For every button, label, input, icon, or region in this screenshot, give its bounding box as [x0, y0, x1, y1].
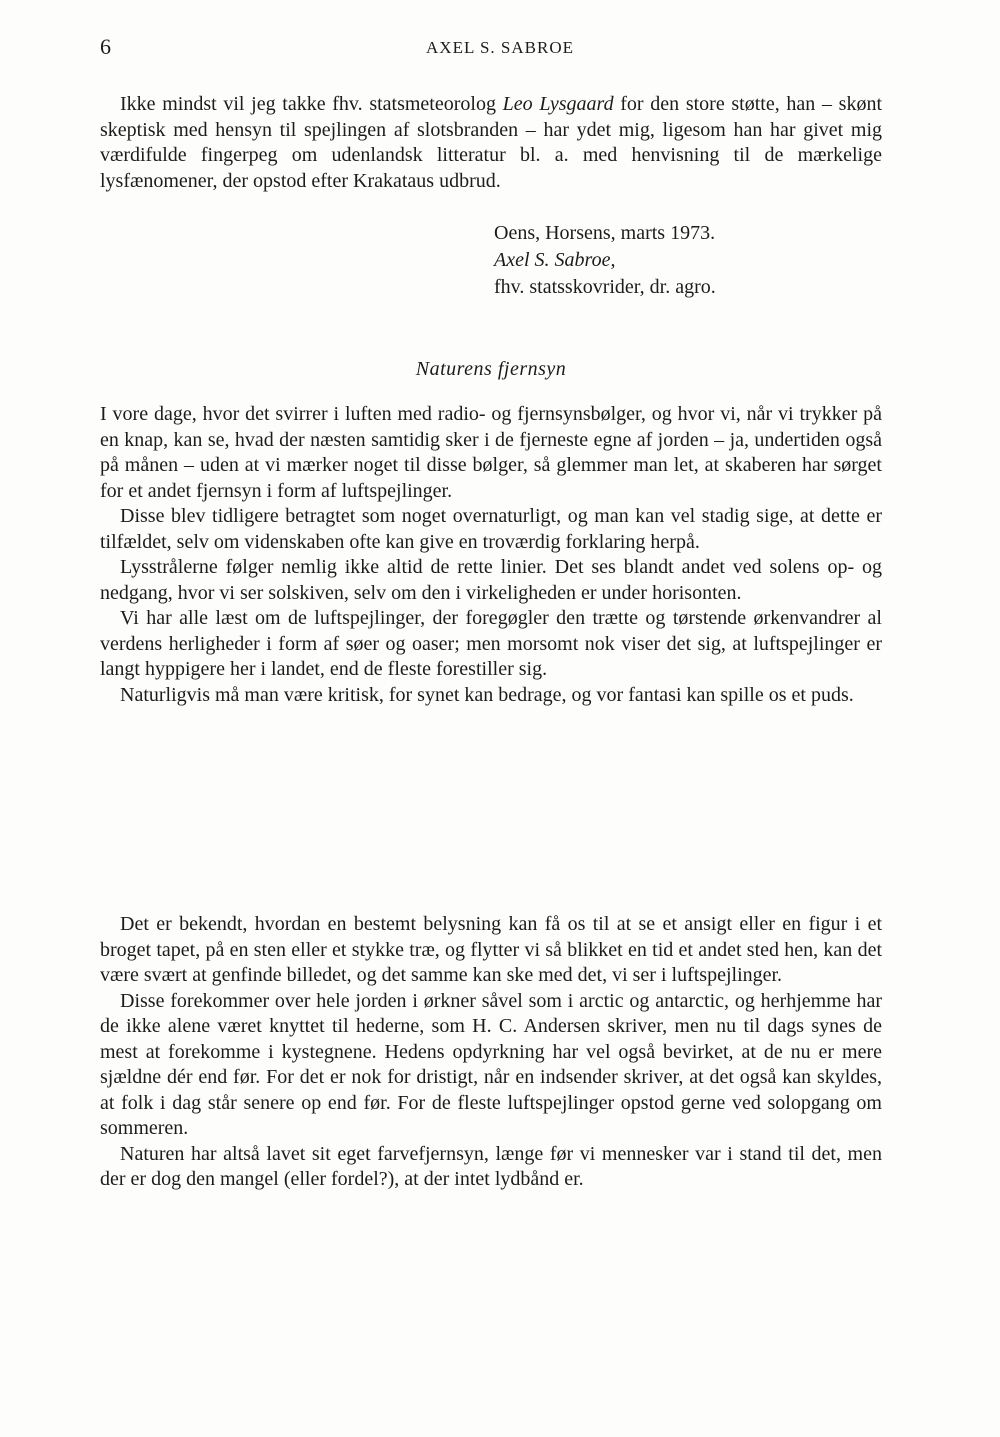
body-paragraph: Lysstrålerne følger nemlig ikke altid de rette linier. Det ses blandt andet ved solens op- og nedgang, hvor vi ser solskiven, selv om den i virkeligheden er under horisonten.	[100, 556, 882, 604]
section-title: Naturens fjernsyn	[415, 358, 567, 380]
section-body-b	[100, 912, 882, 1193]
body-paragraph: Naturligvis må man være kritisk, for synet kan bedrage, og vor fantasi kan spille os et puds.	[120, 683, 854, 706]
page-number: 6	[100, 34, 112, 59]
person-name: Leo Lysgaard	[502, 93, 614, 115]
body-paragraph: Disse forekommer over hele jorden i ørkner såvel som i arctic og antarctic, og herhjemme har de ikke alene været knyttet til hederne, som H. C. Andersen skriver, men nu til dags synes de mest at forekomme i kystegnene. Hedens opdyrkning har vel også bevirket, at de nu er mere sjældne dér end før. For det er nok for dristigt, når en indsender skriver, at det også kan skyldes, at folk i dag står senere op end før. For de fleste luftspejlinger opstod gerne ved solopgang om sommeren.	[100, 989, 882, 1139]
signature-block	[494, 220, 716, 301]
intro-paragraph	[100, 92, 882, 194]
body-paragraph: Disse blev tidligere betragtet som noget overnaturligt, og man kan vel stadig sige, at dette er tilfældet, selv om videnskaben ofte kan give en troværdig forklaring herpå.	[100, 505, 882, 553]
running-head: AXEL S. SABROE	[426, 38, 574, 57]
body-paragraph: Vi har alle læst om de luftspejlinger, der foregøgler den trætte og tørstende ørkenvandrer al verdens herligheder i form af søer og oaser; men morsomt nok viser det sig, at luftspejlinger er langt hyppigere her i landet, end de fleste forestiller sig.	[100, 607, 882, 680]
intro-text-before: Ikke mindst vil jeg takke fhv. statsmeteorolog	[120, 93, 503, 115]
body-paragraph: Det er bekendt, hvordan en bestemt belysning kan få os til at se et ansigt eller en figur i et broget tapet, på en sten eller et stykke træ, og flytter vi så blikket en tid et andet sted hen, kan det være svært at genfinde billedet, og det samme kan ske med det, vi ser i luftspejlinger.	[100, 913, 882, 986]
place-date: Oens, Horsens, marts 1973.	[494, 222, 716, 244]
section-body-a	[100, 402, 882, 708]
intro-text	[100, 92, 882, 194]
author-name: Axel S. Sabroe,	[494, 249, 616, 271]
author-title: fhv. statsskovrider, dr. agro.	[494, 276, 716, 298]
body-paragraph: I vore dage, hvor det svirrer i luften med radio- og fjernsynsbølger, og hvor vi, når vi trykker på en knap, kan se, hvad der næsten samtidig sker i de fjerneste egne af jorden – ja, undertiden også på månen – uden at vi mærker noget til disse bølger, så glemmer man let, at skaberen har sørget for et andet fjernsyn i form af luftspejlinger.	[100, 403, 882, 502]
body-paragraph: Naturen har altså lavet sit eget farvefjernsyn, længe før vi mennesker var i stand til det, men der er dog den mangel (eller fordel?), at der intet lydbånd er.	[100, 1142, 882, 1190]
intro-text-after: for den store støtte, han – skønt skeptisk med hensyn til spejlingen af slotsbranden – har ydet mig, ligesom han har givet mig værdifulde fingerpeg om udenlandsk litteratur bl. a. med henvisning til de mærkelige lysfænomener, der opstod efter Krakataus udbrud.	[100, 93, 882, 192]
